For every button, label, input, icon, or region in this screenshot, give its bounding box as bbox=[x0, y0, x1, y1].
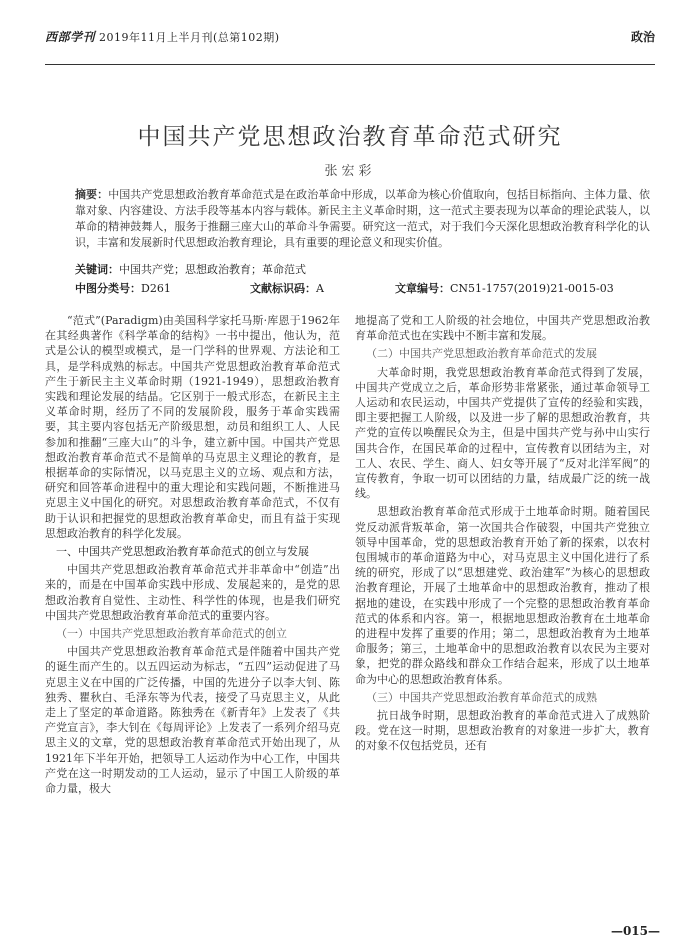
doc-code-value: A bbox=[316, 282, 324, 295]
subsection-heading: （一）中国共产党思想政治教育革命范式的创立 bbox=[56, 627, 287, 641]
body-paragraph: 大革命时期，我党思想政治教育革命范式得到了发展，中国共产党成立之后，革命形势非常紧张，通过革命领导工人运动和农民运动，中国共产党提供了宣传的经验和实践，即主要把握工人阶级，以及进一步了解的思想政治教育，共产党的宣传以唤醒民众为主，但是中国共产党与孙中山实行国共合作，在国民革命的过程中，宣传教育以团结为主，对工人、农民、学生、商人、妇女等开展了“反对北洋军阀”的宣传教育，争取一切可以团结的力量，结成最广泛的统一战线。 bbox=[355, 365, 650, 501]
doc-code-label: 文献标识码： bbox=[250, 282, 316, 295]
body-paragraph: 思想政治教育革命范式形成于土地革命时期。随着国民党反动派背叛革命，第一次国共合作破裂，中国共产党独立领导中国革命，党的思想政治教育开始了新的探索，以农村包围城市的革命道路为中心，对马克思主义中国化进行了系统的研究，形成了以“思想建党、政治建军”为核心的思想政治教育理论，开展了土地革命中的思想政治教育，推动了根据地的建设，在实践中形成了一个完整的思想政治教育革命范式的体系和内容。第一，根据地思想政治教育在土地革命的进程中发挥了重要的作用；第二，思想政治教育为土地革命服务；第三，土地革命中的思想政治教育以农民为主要对象，把党的群众路线和群众工作结合起来，形成了以土地革命为中心的思想政治教育体系。 bbox=[355, 505, 650, 686]
body-paragraph: 抗日战争时期，思想政治教育的革命范式进入了成熟阶段。党在这一时期，思想政治教育的对象进一步扩大，教育的对象不仅包括党员，还有 bbox=[355, 709, 650, 753]
keywords bbox=[75, 261, 650, 277]
abstract-label: 摘要： bbox=[75, 188, 109, 201]
article-no-label: 文章编号： bbox=[395, 282, 450, 295]
abstract bbox=[75, 187, 650, 251]
body-paragraph: 地提高了党和工人阶级的社会地位，中国共产党思想政治教育革命范式也在实践中不断丰富和发展。 bbox=[355, 314, 650, 343]
page-number: —015— bbox=[610, 924, 660, 938]
body-paragraph: “范式”(Paradigm)由美国科学家托马斯·库恩于1962年在其经典著作《科学革命的结构》一书中提出，他认为，范式是公认的模型或模式，是一门学科的世界观、方法论和工具，是学科成熟的标志。中国共产党思想政治教育革命范式产生于新民主主义革命时期（1921-1949），思想政治教育实践和理论发展的结晶。它区别于一般式形态，在新民主主义革命时期，经历了不同的发展阶段，服务于革命实践需要，其主要内容包括无产阶级思想，动员和组织工人、人民参加和推翻“三座大山”的斗争，建立新中国。中国共产党思想政治教育革命范式不是简单的马克思主义理论的教育，是根据革命的实际情况，以马克思主义的立场、观点和方法，研究和回答革命进程中的重大理论和实践问题，不断推进马克思主义中国化的研究。对思想政治教育革命范式，不仅有助于认识和把握党的思想政治教育革命史，而且有益于实现思想政治教育的科学化发展。 bbox=[45, 314, 340, 540]
running-header bbox=[45, 28, 655, 65]
section-label: 政治 bbox=[630, 30, 655, 44]
doc-code-item bbox=[250, 280, 324, 296]
subsection-heading: （二）中国共产党思想政治教育革命范式的发展 bbox=[366, 347, 597, 361]
article-no-value: CN51-1757(2019)21-0015-03 bbox=[450, 282, 614, 295]
journal-logo: 西部学刊 bbox=[45, 30, 96, 44]
article-author: 张宏彩 bbox=[324, 164, 376, 179]
section-heading: 一、中国共产党思想政治教育革命范式的创立与发展 bbox=[56, 545, 309, 559]
right-column bbox=[355, 313, 650, 757]
keywords-label: 关键词： bbox=[75, 263, 119, 276]
clc-item bbox=[75, 280, 171, 296]
subsection-heading: （三）中国共产党思想政治教育革命范式的成熟 bbox=[366, 690, 597, 704]
body-paragraph: 中国共产党思想政治教育革命范式并非革命中“创造”出来的，而是在中国革命实践中形成、发展起来的，是党的思想政治教育自觉性、主动性、科学性的体现，也是我们研究中国共产党思想政治教育革命范式的重要内容。 bbox=[45, 563, 340, 622]
article-no-item bbox=[395, 280, 614, 296]
left-column bbox=[45, 313, 340, 799]
abstract-text: 中国共产党思想政治教育革命范式是在政治革命中形成，以革命为核心价值取向，包括目标指向、主体力量、依靠对象、内容建设、方法手段等基本内容与载体。新民主主义革命时期，这一范式主要表现为以革命的理论武装人，以革命的精神鼓舞人，服务于推翻三座大山的革命斗争需要。研究这一范式，对于我们今天深化思想政治教育科学化的认识，丰富和发展新时代思想政治教育理论，具有重要的理论意义和现实价值。 bbox=[75, 188, 651, 249]
clc-value: D261 bbox=[141, 282, 171, 295]
keywords-text: 中国共产党；思想政治教育；革命范式 bbox=[119, 263, 306, 276]
issue-info: 2019年11月上半月刊(总第102期) bbox=[99, 31, 280, 44]
clc-label: 中图分类号： bbox=[75, 282, 141, 295]
article-title: 中国共产党思想政治教育革命范式研究 bbox=[137, 124, 563, 150]
journal-info bbox=[45, 28, 280, 45]
body-paragraph: 中国共产党思想政治教育革命范式是伴随着中国共产党的诞生而产生的。以五四运动为标志，“五四”运动促进了马克思主义在中国的广泛传播，中国的先进分子以李大钊、陈独秀、瞿秋白、毛泽东等为代表，接受了马克思主义，从此走上了坚定的革命道路。陈独秀在《新青年》上发表了《共产党宣言》，李大钊在《每周评论》上发表了一系列介绍马克思主义的文章，党的思想政治教育革命范式开始出现了，从1921年下半年开始，把领导工人运动作为中心工作，中国共产党在这一时期发动的工人运动，显示了中国工人阶级的革命力量，极大 bbox=[45, 645, 340, 796]
